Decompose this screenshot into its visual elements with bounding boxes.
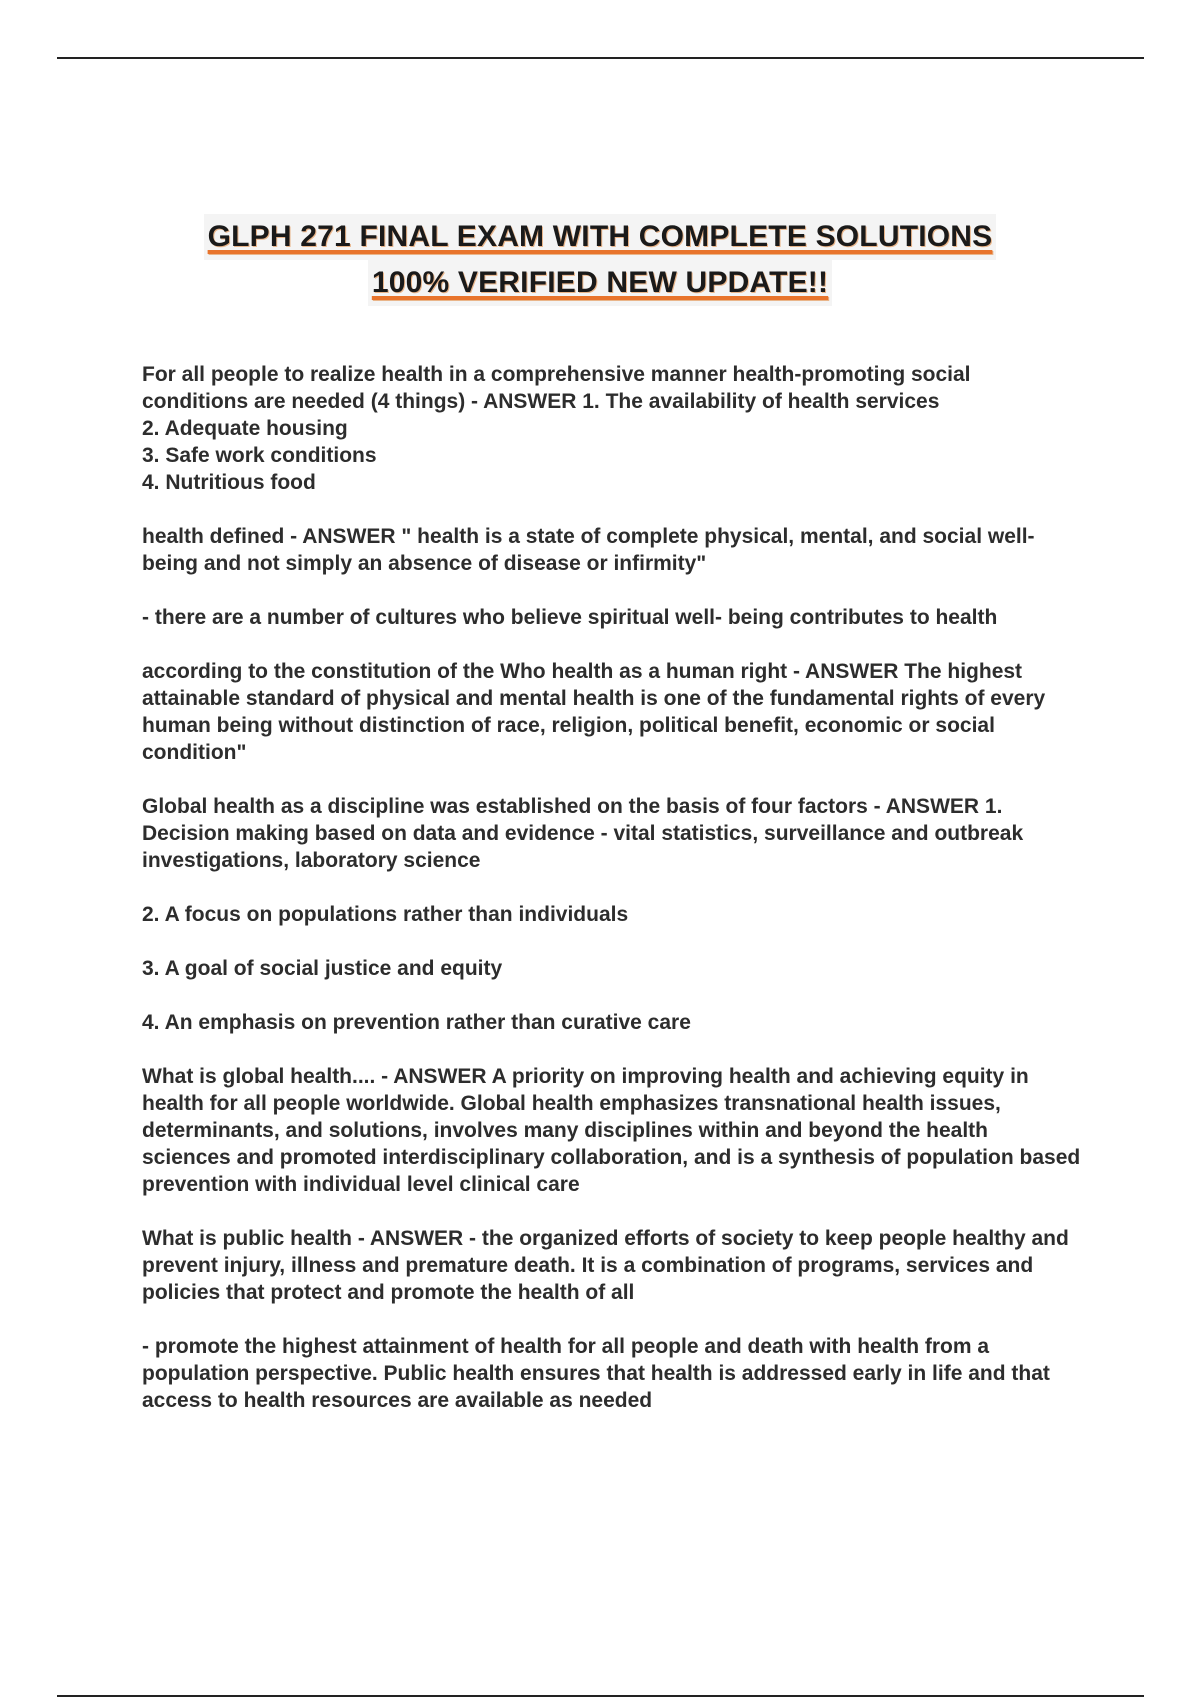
qa-paragraph-factor-4: 4. An emphasis on prevention rather than curative care [142,1011,691,1034]
title-line-1: GLPH 271 FINAL EXAM WITH COMPLETE SOLUTIONS [204,214,997,260]
qa-paragraph-who-constitution: according to the constitution of the Who health as a human right - ANSWER The highest attainable standard of physical and mental health is one of the fundamental rights of every human being without distinction of race, religion, political benefit, economic or social condition" [142,660,1046,764]
document-title [100,214,1100,306]
qa-paragraph-global-health: What is global health.... - ANSWER A priority on improving health and achieving equity in health for all people worldwide. Global health emphasizes transnational health issues, determinants, and solutions, involves many disciplines within and beyond the health sciences and promoted interdisciplinary collaboration, and is a synthesis of population based prevention with individual level clinical care [142,1065,1081,1196]
qa-paragraph-factor-3: 3. A goal of social justice and equity [142,957,503,980]
qa-paragraph-public-health-promote: - promote the highest attainment of health for all people and death with health from a population perspective. Public health ensures that health is addressed early in life and that access to health resources are available as needed [142,1335,1050,1412]
qa-paragraph-global-health-factors: Global health as a discipline was established on the basis of four factors - ANSWER 1. Decision making based on data and evidence - vital statistics, surveillance and outbreak investigations, laboratory science [142,795,1024,872]
qa-paragraph-public-health: What is public health - ANSWER - the organized efforts of society to keep people healthy and prevent injury, illness and premature death. It is a combination of programs, services and policies that protect and promote the health of all [142,1227,1069,1304]
page-top-rule [57,57,1144,59]
qa-paragraph-health-conditions: For all people to realize health in a comprehensive manner health-promoting social conditions are needed (4 things) - ANSWER 1. The availability of health services 2. Adequate housing 3. Safe work conditions 4. Nutritious food [142,363,971,494]
qa-paragraph-spiritual-wellbeing: - there are a number of cultures who believe spiritual well- being contributes to health [142,606,998,629]
title-line-2: 100% VERIFIED NEW UPDATE!! [368,260,832,306]
page-bottom-rule [57,1695,1144,1697]
document-body [142,361,1082,1414]
qa-paragraph-health-defined: health defined - ANSWER " health is a state of complete physical, mental, and social well-being and not simply an absence of disease or infirmity" [142,525,1035,575]
qa-paragraph-factor-2: 2. A focus on populations rather than individuals [142,903,629,926]
